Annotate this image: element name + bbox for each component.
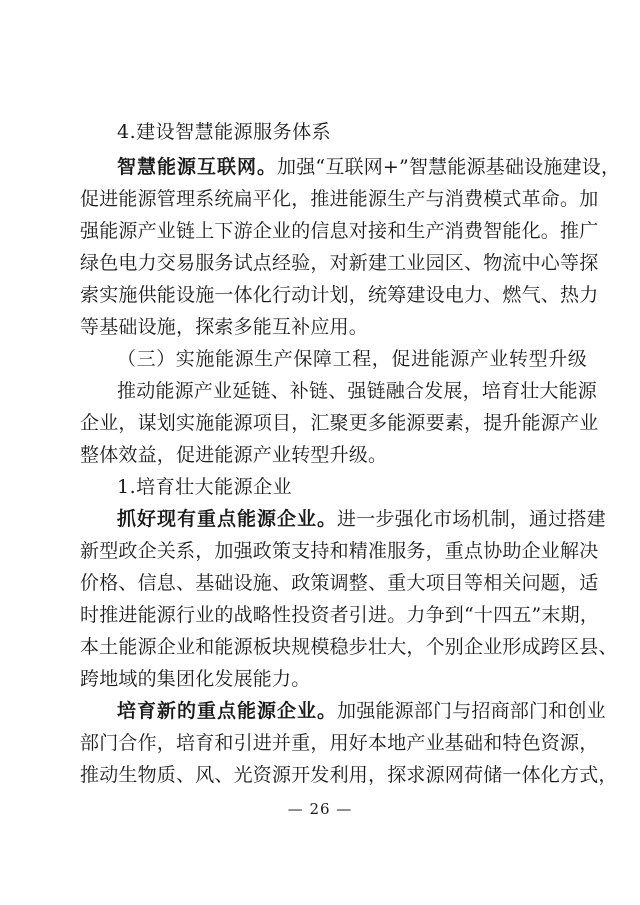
paragraph-text: 进一步强化市场机制，通过搭建: [337, 508, 606, 530]
paragraph-lead: 培育新的重点能源企业。: [117, 700, 338, 722]
paragraph-line: 推动能源产业延链、补链、强链融合发展，培育壮大能源: [117, 380, 598, 402]
paragraph-line: 跨地域的集团化发展能力。: [80, 668, 311, 690]
paragraph-line: [117, 507, 606, 531]
paragraph-lead: 抓好现有重点能源企业。: [117, 508, 338, 530]
paragraph-line: 推动生物质、风、光资源开发利用，探求源网荷储一体化方式，: [80, 764, 618, 786]
paragraph-line: 等基础设施，探索多能互补应用。: [80, 316, 369, 338]
paragraph-line: 本土能源企业和能源板块规模稳步壮大，个别企业形成跨区县、: [80, 636, 618, 658]
paragraph-line: 强能源产业链上下游企业的信息对接和生产消费智能化。推广: [80, 220, 599, 242]
paragraph-text: 加强能源部门与招商部门和创业: [337, 700, 606, 722]
sub-heading-4: 4.建设智慧能源服务体系: [117, 121, 332, 143]
page-number: — 26 —: [287, 800, 353, 818]
paragraph-line: [117, 155, 620, 179]
sub-heading-1: 1.培育壮大能源企业: [117, 476, 293, 498]
paragraph-line: 索实施供能设施一体化行动计划，统筹建设电力、燃气、热力: [80, 284, 599, 306]
paragraph-line: 部门合作，培育和引进并重，用好本地产业基础和特色资源，: [80, 732, 599, 754]
paragraph-line: 促进能源管理系统扁平化，推进能源生产与消费模式革命。加: [80, 188, 599, 210]
paragraph-line: 价格、信息、基础设施、政策调整、重大项目等相关问题，适: [80, 572, 599, 594]
paragraph-text: 加强“互联网+”智慧能源基础设施建设，: [277, 156, 621, 178]
paragraph-line: 整体效益，促进能源产业转型升级。: [80, 444, 388, 466]
paragraph-line: 绿色电力交易服务试点经验，对新建工业园区、物流中心等探: [80, 252, 599, 274]
paragraph-lead: 智慧能源互联网。: [117, 156, 278, 178]
paragraph-line: 新型政企关系，加强政策支持和精准服务，重点协助企业解决: [80, 540, 599, 562]
paragraph-line: [117, 699, 606, 723]
section-heading-3: （三）实施能源生产保障工程，促进能源产业转型升级: [117, 348, 588, 370]
paragraph-line: 时推进能源行业的战略性投资者引进。力争到“十四五”末期，: [80, 604, 600, 626]
paragraph-line: 企业，谋划实施能源项目，汇聚更多能源要素，提升能源产业: [80, 412, 599, 434]
